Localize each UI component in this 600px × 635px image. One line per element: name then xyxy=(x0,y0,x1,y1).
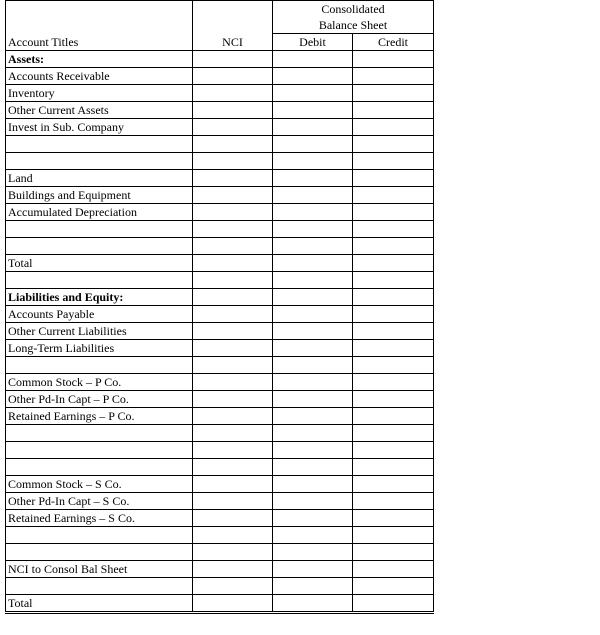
debit-cell[interactable] xyxy=(273,306,353,323)
credit-cell[interactable] xyxy=(353,408,434,425)
table-row xyxy=(6,272,434,289)
account-title-cell xyxy=(6,425,193,442)
nci-cell[interactable] xyxy=(193,578,273,595)
nci-cell[interactable] xyxy=(193,357,273,374)
table-row xyxy=(6,374,434,391)
debit-cell[interactable] xyxy=(273,289,353,306)
account-title-cell: Other Current Assets xyxy=(6,102,193,119)
nci-cell[interactable] xyxy=(193,238,273,255)
account-title-cell xyxy=(6,578,193,595)
debit-cell[interactable] xyxy=(273,357,353,374)
nci-cell[interactable] xyxy=(193,476,273,493)
header-row-2 xyxy=(6,17,434,34)
credit-cell[interactable] xyxy=(353,340,434,357)
table-row xyxy=(6,306,434,323)
account-title-cell: NCI to Consol Bal Sheet xyxy=(6,561,193,578)
table-row xyxy=(6,153,434,170)
nci-cell[interactable] xyxy=(193,544,273,561)
account-title-cell xyxy=(6,272,193,289)
nci-cell[interactable] xyxy=(193,85,273,102)
table-row xyxy=(6,170,434,187)
nci-cell[interactable] xyxy=(193,374,273,391)
nci-cell[interactable] xyxy=(193,561,273,578)
table-row xyxy=(6,85,434,102)
account-title-cell: Liabilities and Equity: xyxy=(6,289,193,306)
debit-cell[interactable] xyxy=(273,544,353,561)
credit-cell[interactable] xyxy=(353,306,434,323)
table-row xyxy=(6,476,434,493)
nci-cell[interactable] xyxy=(193,204,273,221)
debit-cell[interactable] xyxy=(273,493,353,510)
account-title-cell: Other Pd-In Capt – S Co. xyxy=(6,493,193,510)
account-title-cell: Land xyxy=(6,170,193,187)
table-row xyxy=(6,136,434,153)
credit-cell[interactable] xyxy=(353,374,434,391)
consolidated-balance-sheet-worksheet xyxy=(5,0,434,614)
table-row xyxy=(6,238,434,255)
header-row-3 xyxy=(6,34,434,51)
account-title-cell: Accumulated Depreciation xyxy=(6,204,193,221)
credit-cell[interactable] xyxy=(353,544,434,561)
account-title-cell xyxy=(6,459,193,476)
debit-cell[interactable] xyxy=(273,561,353,578)
credit-cell[interactable] xyxy=(353,595,434,613)
nci-cell[interactable] xyxy=(193,493,273,510)
table-row xyxy=(6,442,434,459)
credit-cell[interactable] xyxy=(353,221,434,238)
table-row xyxy=(6,561,434,578)
account-title-cell: Accounts Payable xyxy=(6,306,193,323)
account-title-cell: Retained Earnings – P Co. xyxy=(6,408,193,425)
debit-cell[interactable] xyxy=(273,255,353,272)
account-title-cell: Retained Earnings – S Co. xyxy=(6,510,193,527)
credit-cell[interactable] xyxy=(353,255,434,272)
nci-cell[interactable] xyxy=(193,408,273,425)
credit-cell[interactable] xyxy=(353,357,434,374)
table-row xyxy=(6,323,434,340)
debit-cell[interactable] xyxy=(273,510,353,527)
table-row xyxy=(6,102,434,119)
account-title-cell: Common Stock – P Co. xyxy=(6,374,193,391)
credit-cell[interactable] xyxy=(353,119,434,136)
nci-cell[interactable] xyxy=(193,595,273,613)
debit-cell[interactable] xyxy=(273,204,353,221)
account-title-cell: Invest in Sub. Company xyxy=(6,119,193,136)
account-titles-header-top xyxy=(6,1,193,18)
table-row xyxy=(6,425,434,442)
nci-cell[interactable] xyxy=(193,136,273,153)
debit-cell[interactable] xyxy=(273,238,353,255)
credit-cell[interactable] xyxy=(353,102,434,119)
credit-cell[interactable] xyxy=(353,442,434,459)
debit-cell[interactable] xyxy=(273,578,353,595)
account-title-cell: Total xyxy=(6,595,193,613)
debit-cell[interactable] xyxy=(273,119,353,136)
debit-header: Debit xyxy=(273,34,353,51)
nci-cell[interactable] xyxy=(193,425,273,442)
nci-cell[interactable] xyxy=(193,323,273,340)
table-row xyxy=(6,459,434,476)
debit-cell[interactable] xyxy=(273,323,353,340)
credit-cell[interactable] xyxy=(353,153,434,170)
debit-cell[interactable] xyxy=(273,425,353,442)
debit-cell[interactable] xyxy=(273,272,353,289)
account-title-cell: Common Stock – S Co. xyxy=(6,476,193,493)
nci-cell[interactable] xyxy=(193,306,273,323)
debit-cell[interactable] xyxy=(273,527,353,544)
nci-cell[interactable] xyxy=(193,187,273,204)
debit-cell[interactable] xyxy=(273,136,353,153)
account-title-cell: Accounts Receivable xyxy=(6,68,193,85)
nci-cell[interactable] xyxy=(193,391,273,408)
debit-cell[interactable] xyxy=(273,442,353,459)
account-titles-header-mid xyxy=(6,17,193,34)
credit-cell[interactable] xyxy=(353,289,434,306)
debit-cell[interactable] xyxy=(273,459,353,476)
nci-cell[interactable] xyxy=(193,459,273,476)
account-title-cell: Buildings and Equipment xyxy=(6,187,193,204)
nci-cell[interactable] xyxy=(193,68,273,85)
debit-cell[interactable] xyxy=(273,68,353,85)
table-row xyxy=(6,255,434,272)
account-title-cell xyxy=(6,442,193,459)
nci-cell[interactable] xyxy=(193,510,273,527)
nci-header: NCI xyxy=(193,34,273,51)
table-row xyxy=(6,51,434,68)
nci-cell[interactable] xyxy=(193,340,273,357)
credit-cell[interactable] xyxy=(353,425,434,442)
debit-cell[interactable] xyxy=(273,51,353,68)
table-row xyxy=(6,68,434,85)
credit-cell[interactable] xyxy=(353,323,434,340)
credit-cell[interactable] xyxy=(353,391,434,408)
credit-cell[interactable] xyxy=(353,238,434,255)
nci-cell[interactable] xyxy=(193,289,273,306)
table-row xyxy=(6,340,434,357)
account-title-cell xyxy=(6,527,193,544)
credit-cell[interactable] xyxy=(353,272,434,289)
nci-header-mid xyxy=(193,17,273,34)
table-row xyxy=(6,204,434,221)
credit-cell[interactable] xyxy=(353,68,434,85)
credit-cell[interactable] xyxy=(353,510,434,527)
table-row xyxy=(6,119,434,136)
table-row xyxy=(6,578,434,595)
account-title-cell xyxy=(6,153,193,170)
nci-cell[interactable] xyxy=(193,51,273,68)
table-row xyxy=(6,357,434,374)
credit-cell[interactable] xyxy=(353,136,434,153)
account-title-cell xyxy=(6,136,193,153)
table-row xyxy=(6,527,434,544)
credit-cell[interactable] xyxy=(353,493,434,510)
table-row xyxy=(6,391,434,408)
nci-cell[interactable] xyxy=(193,442,273,459)
table-row xyxy=(6,289,434,306)
debit-cell[interactable] xyxy=(273,595,353,613)
nci-cell[interactable] xyxy=(193,221,273,238)
nci-cell[interactable] xyxy=(193,272,273,289)
nci-header-top xyxy=(193,1,273,18)
balance-sheet-header: Balance Sheet xyxy=(273,17,434,34)
consolidated-header: Consolidated xyxy=(273,1,434,18)
nci-cell[interactable] xyxy=(193,102,273,119)
account-titles-header: Account Titles xyxy=(6,34,193,51)
credit-cell[interactable] xyxy=(353,561,434,578)
account-title-cell xyxy=(6,238,193,255)
credit-cell[interactable] xyxy=(353,578,434,595)
credit-cell[interactable] xyxy=(353,476,434,493)
debit-cell[interactable] xyxy=(273,102,353,119)
table-row xyxy=(6,510,434,527)
debit-cell[interactable] xyxy=(273,374,353,391)
account-title-cell: Other Pd-In Capt – P Co. xyxy=(6,391,193,408)
credit-cell[interactable] xyxy=(353,187,434,204)
nci-cell[interactable] xyxy=(193,153,273,170)
table-row xyxy=(6,187,434,204)
account-title-cell: Assets: xyxy=(6,51,193,68)
account-title-cell: Other Current Liabilities xyxy=(6,323,193,340)
credit-cell[interactable] xyxy=(353,51,434,68)
debit-cell[interactable] xyxy=(273,340,353,357)
debit-cell[interactable] xyxy=(273,187,353,204)
account-title-cell xyxy=(6,357,193,374)
debit-cell[interactable] xyxy=(273,221,353,238)
nci-cell[interactable] xyxy=(193,119,273,136)
account-title-cell xyxy=(6,544,193,561)
nci-cell[interactable] xyxy=(193,255,273,272)
table-row xyxy=(6,493,434,510)
table-row xyxy=(6,221,434,238)
credit-cell[interactable] xyxy=(353,170,434,187)
nci-cell[interactable] xyxy=(193,527,273,544)
table-row xyxy=(6,408,434,425)
credit-cell[interactable] xyxy=(353,85,434,102)
account-title-cell xyxy=(6,221,193,238)
debit-cell[interactable] xyxy=(273,85,353,102)
header-row-1 xyxy=(6,1,434,18)
credit-header: Credit xyxy=(353,34,434,51)
debit-cell[interactable] xyxy=(273,391,353,408)
debit-cell[interactable] xyxy=(273,476,353,493)
credit-cell[interactable] xyxy=(353,459,434,476)
debit-cell[interactable] xyxy=(273,170,353,187)
credit-cell[interactable] xyxy=(353,204,434,221)
account-title-cell: Long-Term Liabilities xyxy=(6,340,193,357)
debit-cell[interactable] xyxy=(273,408,353,425)
account-title-cell: Inventory xyxy=(6,85,193,102)
table-row xyxy=(6,544,434,561)
account-title-cell: Total xyxy=(6,255,193,272)
nci-cell[interactable] xyxy=(193,170,273,187)
credit-cell[interactable] xyxy=(353,527,434,544)
debit-cell[interactable] xyxy=(273,153,353,170)
table-row xyxy=(6,595,434,613)
